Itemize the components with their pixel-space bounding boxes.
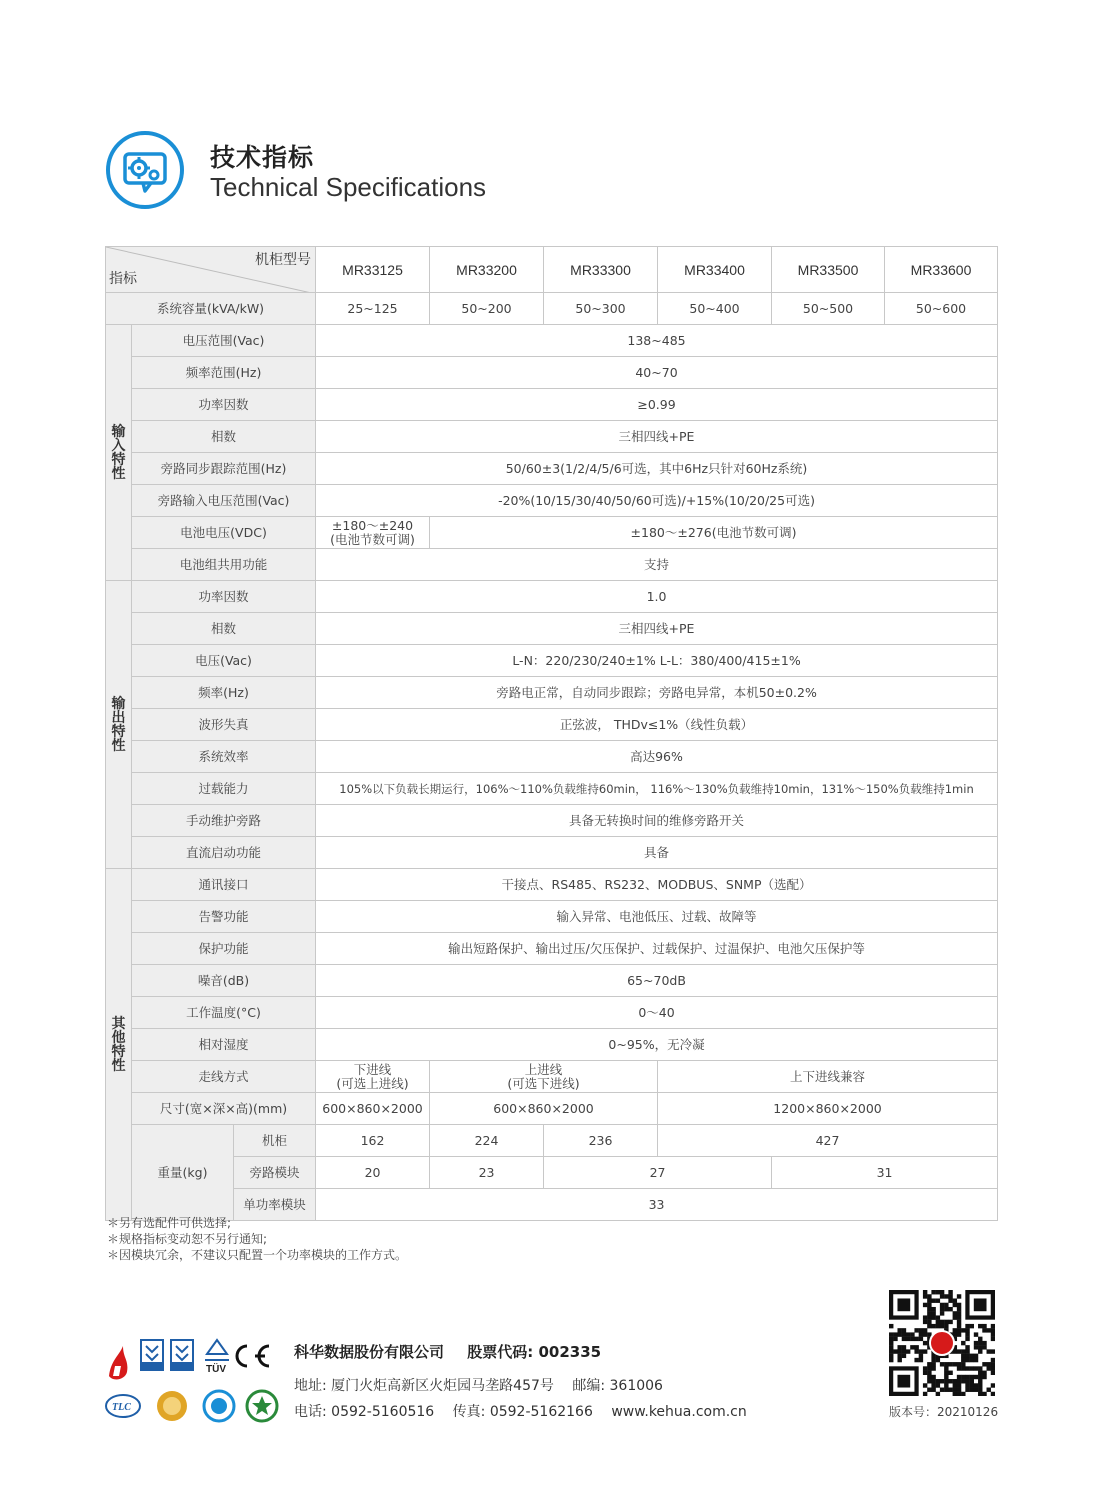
table-cell: 105%以下负载长期运行，106%～110%负载维持60min， 116%～130%负载维持10min，131%～150%负载维持1min bbox=[316, 773, 998, 805]
row-label: 重量(kg) bbox=[132, 1125, 234, 1221]
table-cell: 50~400 bbox=[658, 293, 772, 325]
row-label: 功率因数 bbox=[132, 581, 316, 613]
table-row bbox=[106, 1061, 998, 1093]
wiring-v1-line2: (可选上进线) bbox=[336, 1075, 409, 1091]
table-cell: 旁路电正常，自动同步跟踪；旁路电异常，本机50±0.2% bbox=[316, 677, 998, 709]
dnv-cert-icon bbox=[141, 1340, 163, 1370]
page-title-en: Technical Specifications bbox=[210, 172, 487, 202]
table-cell: 224 bbox=[430, 1125, 544, 1157]
stock-code: 股票代码: 002335 bbox=[467, 1343, 602, 1361]
sub-row-label: 旁路模块 bbox=[234, 1157, 316, 1189]
blue-cert-icon bbox=[204, 1391, 234, 1421]
row-label: 直流启动功能 bbox=[132, 837, 316, 869]
model-header: MR33600 bbox=[885, 247, 998, 293]
row-label: 相数 bbox=[132, 613, 316, 645]
footnote: ＊因模块冗余，不建议只配置一个功率模块的工作方式。 bbox=[107, 1248, 408, 1262]
table-cell bbox=[316, 517, 430, 549]
table-cell bbox=[316, 1061, 430, 1093]
table-row bbox=[106, 965, 998, 997]
table-row bbox=[106, 645, 998, 677]
table-cell: 1.0 bbox=[316, 581, 998, 613]
svg-text:TÜV: TÜV bbox=[206, 1364, 226, 1375]
table-row bbox=[106, 613, 998, 645]
gold-seal-icon bbox=[157, 1391, 187, 1421]
row-label: 电压范围(Vac) bbox=[132, 325, 316, 357]
table-cell: 上下进线兼容 bbox=[658, 1061, 998, 1093]
spec-table bbox=[105, 246, 998, 1221]
table-row bbox=[106, 741, 998, 773]
qr-code-icon bbox=[889, 1290, 995, 1396]
table-row bbox=[106, 421, 998, 453]
table-cell: 427 bbox=[658, 1125, 998, 1157]
table-cell: 具备无转换时间的维修旁路开关 bbox=[316, 805, 998, 837]
table-cell: 25~125 bbox=[316, 293, 430, 325]
table-cell: 236 bbox=[544, 1125, 658, 1157]
table-cell: 138~485 bbox=[316, 325, 998, 357]
model-header-row bbox=[106, 247, 998, 293]
fax: 传真: 0592-5162166 bbox=[452, 1404, 593, 1420]
page-title-cn: 技术指标 bbox=[210, 143, 315, 172]
table-cell: 162 bbox=[316, 1125, 430, 1157]
table-row bbox=[106, 773, 998, 805]
table-cell: 三相四线+PE bbox=[316, 613, 998, 645]
table-row bbox=[106, 869, 998, 901]
wiring-v2-line2: (可选下进线) bbox=[507, 1075, 580, 1091]
row-label: 相数 bbox=[132, 421, 316, 453]
phone: 电话: 0592-5160516 bbox=[294, 1404, 435, 1420]
table-row bbox=[106, 805, 998, 837]
wiring-v1-line1: 下进线 bbox=[353, 1061, 392, 1077]
row-label: 手动维护旁路 bbox=[132, 805, 316, 837]
table-cell: 三相四线+PE bbox=[316, 421, 998, 453]
row-label: 旁路同步跟踪范围(Hz) bbox=[132, 453, 316, 485]
row-label: 电池组共用功能 bbox=[132, 549, 316, 581]
battery-voltage-line1: ±180～±240 bbox=[331, 517, 414, 533]
group-label-other: 其他特性 bbox=[106, 869, 132, 1221]
table-cell: 干接点、RS485、RS232、MODBUS、SNMP（选配） bbox=[316, 869, 998, 901]
row-label: 保护功能 bbox=[132, 933, 316, 965]
row-label: 噪音(dB) bbox=[132, 965, 316, 997]
svg-text:TLC: TLC bbox=[112, 1402, 131, 1413]
sub-row-label: 单功率模块 bbox=[234, 1189, 316, 1221]
table-cell: 65~70dB bbox=[316, 965, 998, 997]
table-cell: 支持 bbox=[316, 549, 998, 581]
table-cell: 33 bbox=[316, 1189, 998, 1221]
row-label: 电压(Vac) bbox=[132, 645, 316, 677]
table-cell: 600×860×2000 bbox=[430, 1093, 658, 1125]
gear-settings-icon bbox=[105, 130, 185, 210]
table-cell: 正弦波， THDv≤1%（线性负载） bbox=[316, 709, 998, 741]
row-label: 系统容量(kVA/kW) bbox=[106, 293, 316, 325]
group-label-output: 输出特性 bbox=[106, 581, 132, 869]
table-cell: 50~500 bbox=[772, 293, 885, 325]
group-label-input: 输入特性 bbox=[106, 325, 132, 581]
model-header: MR33500 bbox=[772, 247, 885, 293]
table-cell: 高达96% bbox=[316, 741, 998, 773]
row-label: 过载能力 bbox=[132, 773, 316, 805]
table-cell bbox=[430, 1061, 658, 1093]
contact-line bbox=[294, 1401, 761, 1421]
corner-top-label: 机柜型号 bbox=[255, 252, 312, 268]
table-cell: 具备 bbox=[316, 837, 998, 869]
table-row bbox=[106, 933, 998, 965]
model-header: MR33200 bbox=[430, 247, 544, 293]
table-row bbox=[106, 517, 998, 549]
table-row bbox=[106, 1157, 998, 1189]
table-cell: L-N：220/230/240±1% L-L：380/400/415±1% bbox=[316, 645, 998, 677]
ce-mark-icon bbox=[237, 1346, 269, 1366]
model-header: MR33125 bbox=[316, 247, 430, 293]
row-label: 旁路输入电压范围(Vac) bbox=[132, 485, 316, 517]
table-row bbox=[106, 581, 998, 613]
row-label: 频率范围(Hz) bbox=[132, 357, 316, 389]
table-row bbox=[106, 709, 998, 741]
green-cert-icon bbox=[247, 1391, 277, 1421]
company-name: 科华数据股份有限公司 bbox=[294, 1343, 445, 1361]
table-cell: 23 bbox=[430, 1157, 544, 1189]
table-row bbox=[106, 549, 998, 581]
table-row bbox=[106, 485, 998, 517]
postcode: 邮编: 361006 bbox=[572, 1378, 663, 1394]
row-label: 工作温度(°C) bbox=[132, 997, 316, 1029]
address: 地址: 厦门火炬高新区火炬园马垄路457号 bbox=[294, 1378, 554, 1394]
tlc-cert-icon bbox=[106, 1395, 140, 1417]
version-number: 版本号：20210126 bbox=[889, 1405, 999, 1419]
row-label: 尺寸(宽×深×高)(mm) bbox=[132, 1093, 316, 1125]
table-cell: 输入异常、电池低压、过载、故障等 bbox=[316, 901, 998, 933]
table-row bbox=[106, 453, 998, 485]
wiring-v2-line1: 上进线 bbox=[524, 1061, 563, 1077]
row-label: 系统效率 bbox=[132, 741, 316, 773]
table-cell: 输出短路保护、输出过压/欠压保护、过载保护、过温保护、电池欠压保护等 bbox=[316, 933, 998, 965]
row-label: 告警功能 bbox=[132, 901, 316, 933]
tuv-cert-icon bbox=[205, 1340, 229, 1375]
table-row bbox=[106, 837, 998, 869]
battery-voltage-line2: (电池节数可调) bbox=[330, 531, 415, 547]
table-cell: 0~95%，无冷凝 bbox=[316, 1029, 998, 1061]
table-row bbox=[106, 1093, 998, 1125]
footnote: ＊另有选配件可供选择; bbox=[107, 1216, 232, 1230]
table-row bbox=[106, 293, 998, 325]
company-info bbox=[294, 1341, 619, 1362]
model-header: MR33300 bbox=[544, 247, 658, 293]
row-label: 走线方式 bbox=[132, 1061, 316, 1093]
table-cell: 50~600 bbox=[885, 293, 998, 325]
table-cell: 50~300 bbox=[544, 293, 658, 325]
dnv-cert-icon-2 bbox=[171, 1340, 193, 1370]
row-label: 波形失真 bbox=[132, 709, 316, 741]
red-flame-logo-icon bbox=[109, 1346, 127, 1379]
table-cell: ±180～±276(电池节数可调) bbox=[430, 517, 998, 549]
footnote: ＊规格指标变动恕不另行通知; bbox=[107, 1232, 268, 1246]
table-row bbox=[106, 325, 998, 357]
table-row bbox=[106, 901, 998, 933]
table-row bbox=[106, 677, 998, 709]
table-cell: 20 bbox=[316, 1157, 430, 1189]
table-cell: -20%(10/15/30/40/50/60可选)/+15%(10/20/25可选) bbox=[316, 485, 998, 517]
table-row bbox=[106, 389, 998, 421]
corner-cell bbox=[106, 247, 316, 293]
table-cell: 50/60±3(1/2/4/5/6可选，其中6Hz只针对60Hz系统) bbox=[316, 453, 998, 485]
row-label: 电池电压(VDC) bbox=[132, 517, 316, 549]
table-row bbox=[106, 1125, 998, 1157]
row-label: 相对湿度 bbox=[132, 1029, 316, 1061]
table-cell: 50~200 bbox=[430, 293, 544, 325]
table-cell: 40~70 bbox=[316, 357, 998, 389]
table-row bbox=[106, 997, 998, 1029]
table-cell: 31 bbox=[772, 1157, 998, 1189]
model-header: MR33400 bbox=[658, 247, 772, 293]
address-line bbox=[294, 1375, 677, 1395]
certification-logos bbox=[105, 1336, 285, 1426]
table-cell: 600×860×2000 bbox=[316, 1093, 430, 1125]
corner-bottom-label: 指标 bbox=[109, 271, 137, 287]
table-cell: 27 bbox=[544, 1157, 772, 1189]
table-row bbox=[106, 357, 998, 389]
table-row bbox=[106, 1029, 998, 1061]
website-link[interactable]: www.kehua.com.cn bbox=[611, 1404, 747, 1420]
row-label: 功率因数 bbox=[132, 389, 316, 421]
table-cell: ≥0.99 bbox=[316, 389, 998, 421]
table-cell: 1200×860×2000 bbox=[658, 1093, 998, 1125]
row-label: 频率(Hz) bbox=[132, 677, 316, 709]
table-cell: 0～40 bbox=[316, 997, 998, 1029]
footnotes bbox=[107, 1215, 407, 1263]
sub-row-label: 机柜 bbox=[234, 1125, 316, 1157]
row-label: 通讯接口 bbox=[132, 869, 316, 901]
